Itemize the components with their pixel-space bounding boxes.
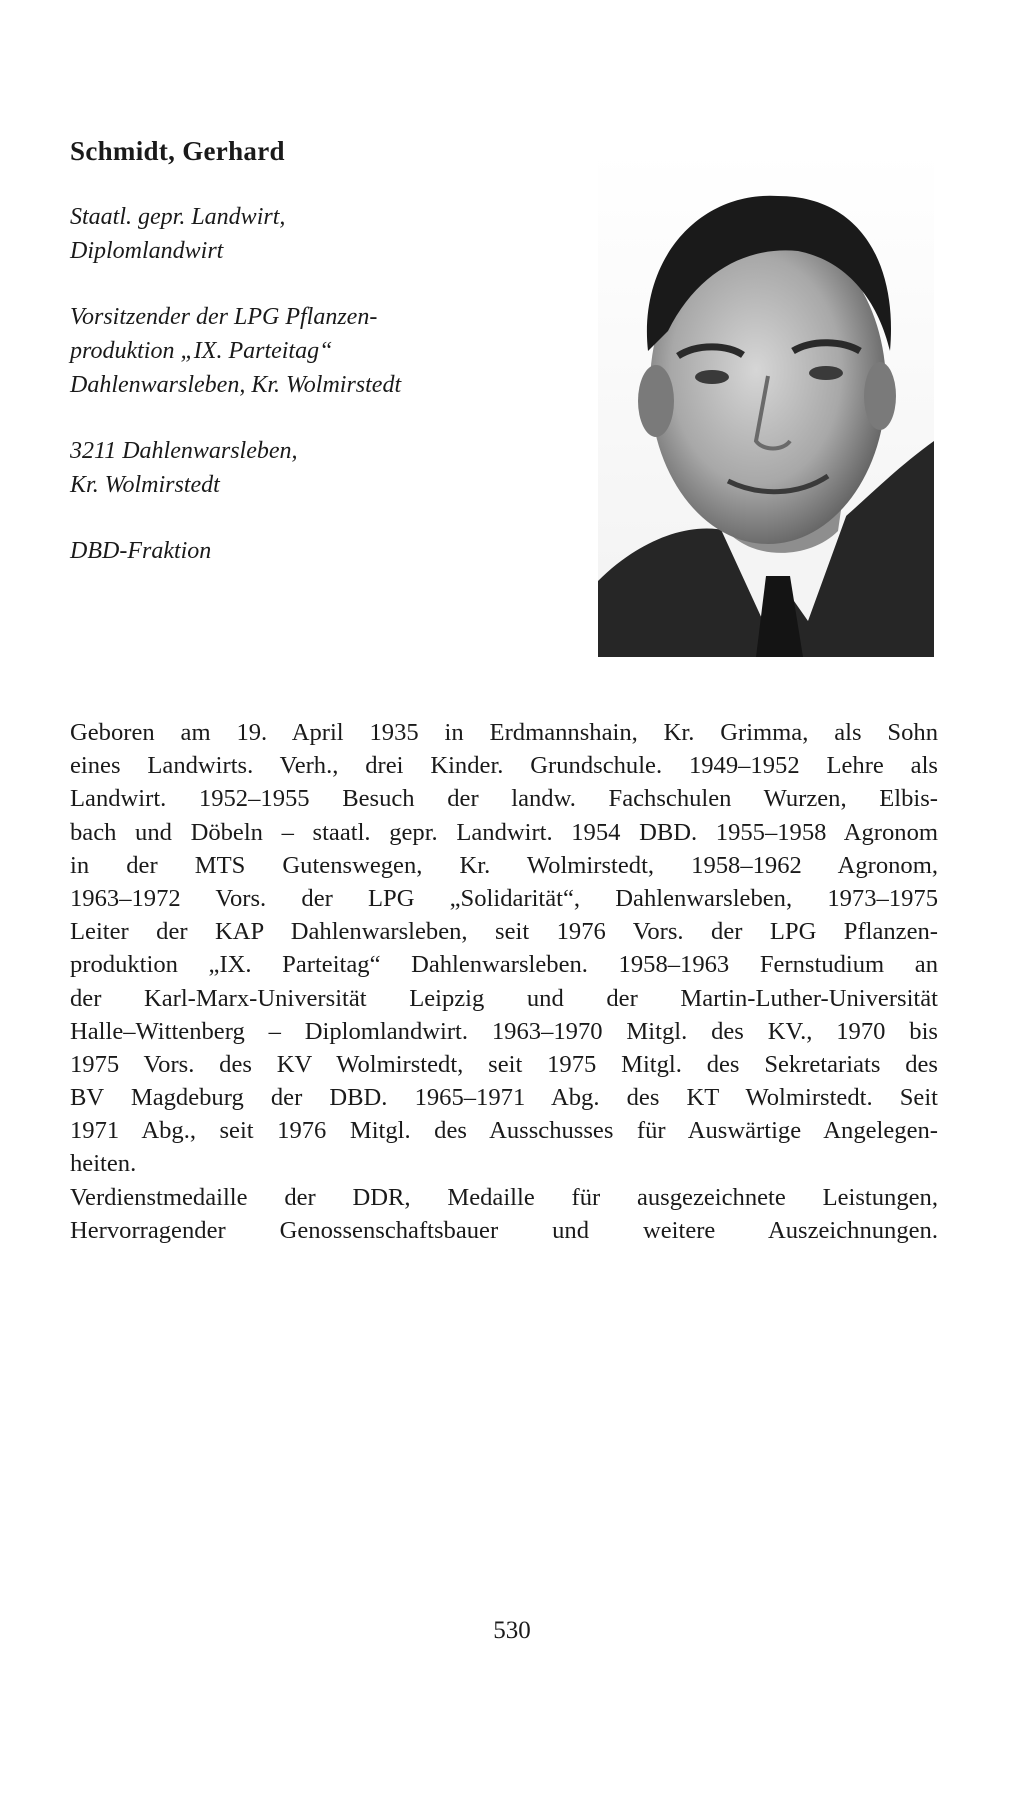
address-line: Kr. Wolmirstedt [70, 472, 220, 498]
biography-line: Geboren am 19. April 1935 in Erdmannshain, Kr. Grimma, als Sohn [70, 719, 938, 746]
biography-line: Leiter der KAP Dahlenwarsleben, seit 1976 Vors. der LPG Pflanzen- [70, 918, 938, 946]
position [70, 300, 590, 402]
position-line: produktion „IX. Parteitag“ [70, 338, 333, 364]
biography-line: bach und Döbeln – staatl. gepr. Landwirt. 1954 DBD. 1955–1958 Agronom [70, 818, 938, 846]
biography-line: Halle–Wittenberg – Diplomlandwirt. 1963–1970 Mitgl. des KV., 1970 bis [70, 1017, 938, 1045]
biography-line: in der MTS Gutenswegen, Kr. Wolmirstedt, 1958–1962 Agronom, [70, 851, 938, 879]
biography-line: 1963–1972 Vors. der LPG „Solidarität“, Dahlenwarsleben, 1973–1975 [70, 884, 938, 912]
biography-line: eines Landwirts. Verh., drei Kinder. Grundschule. 1949–1952 Lehre als [70, 752, 938, 780]
qualification-line: Staatl. gepr. Landwirt, [70, 204, 286, 230]
position-line: Dahlenwarsleben, Kr. Wolmirstedt [70, 372, 402, 398]
biography-line: produktion „IX. Parteitag“ Dahlenwarsleben. 1958–1963 Fernstudium an [70, 951, 938, 979]
page-number: 530 [493, 1617, 531, 1644]
biography-line: 1971 Abg., seit 1976 Mitgl. des Ausschusses für Auswärtige Angelegen- [70, 1117, 938, 1145]
faction [70, 534, 590, 568]
portrait-photo [598, 151, 934, 657]
position-line: Vorsitzender der LPG Pflanzen- [70, 304, 378, 330]
address-line: 3211 Dahlenwarsleben, [70, 438, 298, 464]
biography-line: der Karl-Marx-Universität Leipzig und der Martin-Luther-Universität [70, 984, 938, 1012]
awards-line: Verdienstmedaille der DDR, Medaille für ausgezeichnete Leistungen, [70, 1183, 938, 1211]
biography-line: Landwirt. 1952–1955 Besuch der landw. Fachschulen Wurzen, Elbis- [70, 785, 938, 813]
biography-line: 1975 Vors. des KV Wolmirstedt, seit 1975 Mitgl. des Sekretariats des [70, 1050, 938, 1078]
qualification-line: Diplomlandwirt [70, 238, 224, 264]
biography-line: BV Magdeburg der DBD. 1965–1971 Abg. des KT Wolmirstedt. Seit [70, 1084, 938, 1112]
person-name: Schmidt, Gerhard [70, 136, 285, 166]
biography-line: heiten. [70, 1150, 137, 1178]
address [70, 434, 590, 502]
person-details [70, 200, 590, 600]
faction-label: DBD-Fraktion [70, 538, 212, 564]
qualification [70, 200, 590, 268]
biography [70, 716, 938, 1247]
awards-line: Hervorragender Genossenschaftsbauer und weitere Auszeichnungen. [70, 1216, 938, 1244]
